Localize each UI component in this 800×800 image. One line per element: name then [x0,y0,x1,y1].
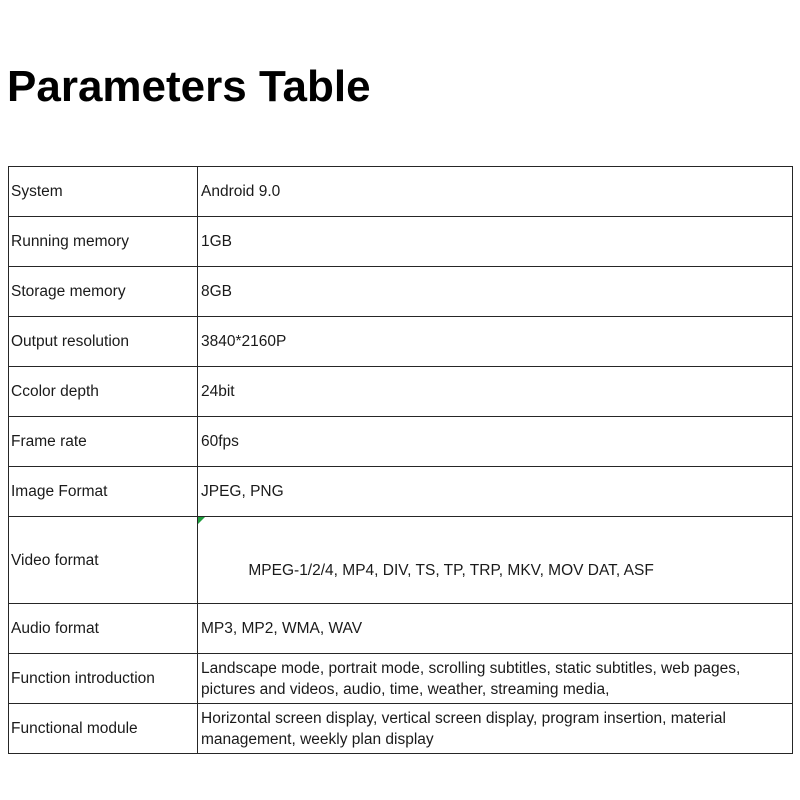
param-label: Image Format [9,467,198,517]
param-value: 24bit [198,367,793,417]
param-value: Horizontal screen display, vertical screen display, program insertion, material management, weekly plan display [198,704,793,754]
table-row-running-memory [9,217,793,267]
page-title: Parameters Table [7,62,371,111]
table-row-function-introduction [9,654,793,704]
param-value: 8GB [198,267,793,317]
param-label: Output resolution [9,317,198,367]
table-row-video-format [9,517,793,604]
param-label: Ccolor depth [9,367,198,417]
param-label: Function introduction [9,654,198,704]
param-value: 1GB [198,217,793,267]
param-value: Landscape mode, portrait mode, scrolling subtitles, static subtitles, web pages, pictures and videos, audio, time, weather, streaming media, [198,654,793,704]
param-value: JPEG, PNG [198,467,793,517]
param-value: MP3, MP2, WMA, WAV [198,604,793,654]
param-value-text: MPEG-1/2/4, MP4, DIV, TS, TP, TRP, MKV, MOV DAT, ASF [244,562,654,579]
param-label: Frame rate [9,417,198,467]
param-label: Audio format [9,604,198,654]
comment-marker-icon [198,517,205,524]
param-value: Android 9.0 [198,167,793,217]
param-value: 60fps [198,417,793,467]
param-label: System [9,167,198,217]
table-row-system [9,167,793,217]
param-value: 3840*2160P [198,317,793,367]
parameters-table-body [9,167,793,754]
param-label: Running memory [9,217,198,267]
table-row-image-format [9,467,793,517]
table-row-storage-memory [9,267,793,317]
table-row-output-resolution [9,317,793,367]
param-value [198,517,793,604]
param-label: Functional module [9,704,198,754]
param-label: Storage memory [9,267,198,317]
parameters-table [8,166,793,754]
table-row-functional-module [9,704,793,754]
param-label: Video format [9,517,198,604]
table-row-frame-rate [9,417,793,467]
table-row-audio-format [9,604,793,654]
table-row-color-depth [9,367,793,417]
